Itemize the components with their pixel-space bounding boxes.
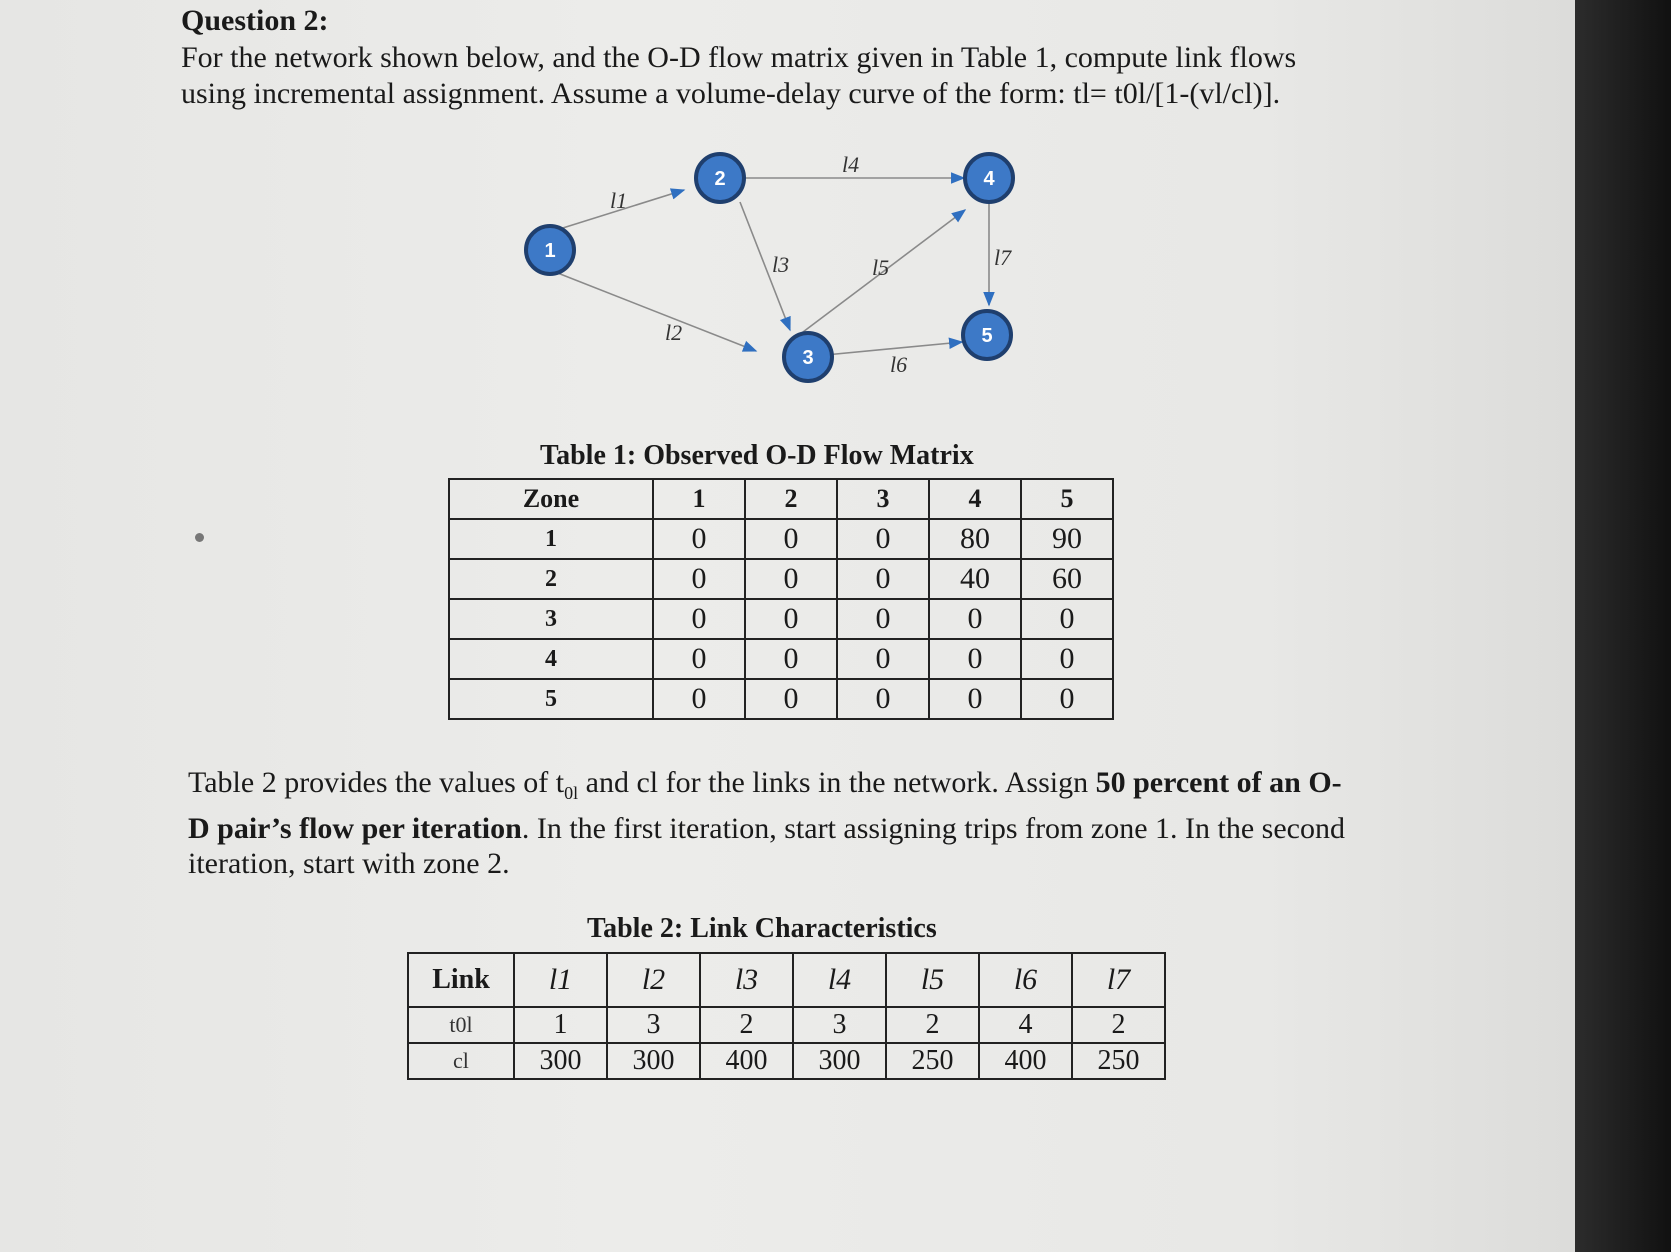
link-label-l5: l5: [872, 255, 890, 280]
node-5-label: 5: [981, 325, 993, 347]
table1-header-cell: 3: [837, 479, 929, 519]
table1-row: [449, 679, 1113, 719]
link-l6: [815, 342, 962, 356]
table1-cell: 0: [1021, 639, 1113, 679]
table2-cell: 2: [886, 1007, 979, 1043]
table1-header-cell: Zone: [449, 479, 653, 519]
table2-cell: 300: [793, 1043, 886, 1079]
table1-cell: 0: [653, 519, 745, 559]
table2-row: [408, 1043, 1165, 1079]
table1-cell: 0: [745, 519, 837, 559]
table2-cell: 3: [607, 1007, 700, 1043]
link-label-l2: l2: [665, 320, 683, 345]
table2-cell: 250: [1072, 1043, 1165, 1079]
table1-row: [449, 599, 1113, 639]
table1-cell: 0: [1021, 599, 1113, 639]
link-characteristics-table: [407, 952, 1166, 1080]
table1-cell: 0: [837, 519, 929, 559]
table1-zone-cell: 5: [449, 679, 653, 719]
table1-caption: Table 1: Observed O-D Flow Matrix: [540, 440, 974, 471]
node-1-label: 1: [544, 240, 556, 262]
bold-span: 50 percent of an O-: [1095, 766, 1342, 799]
table2-header-row: [408, 953, 1165, 1007]
question-line-2: using incremental assignment. Assume a volume-delay curve of the form: tl= t0l/[1-(vl/cl)].: [181, 77, 1281, 110]
table1-zone-cell: 3: [449, 599, 653, 639]
table2-cell: 300: [607, 1043, 700, 1079]
table2-cell: 400: [700, 1043, 793, 1079]
dark-background-edge: [1575, 0, 1671, 1252]
table1-cell: 0: [653, 599, 745, 639]
table2-cell: 300: [514, 1043, 607, 1079]
link-label-l7: l7: [994, 245, 1012, 270]
table1-row: [449, 519, 1113, 559]
od-flow-matrix-table: [448, 478, 1114, 720]
table2-row: [408, 1007, 1165, 1043]
question-title: Question 2:: [181, 4, 329, 37]
node-4-label: 4: [983, 168, 995, 190]
table1-cell: 90: [1021, 519, 1113, 559]
table1-cell: 0: [653, 559, 745, 599]
table1-zone-cell: 1: [449, 519, 653, 559]
table1-cell: 0: [1021, 679, 1113, 719]
table1-row: [449, 639, 1113, 679]
table1-cell: 60: [1021, 559, 1113, 599]
table1-cell: 0: [929, 599, 1021, 639]
link-label-l1: l1: [610, 188, 628, 213]
table1-header-row: [449, 479, 1113, 519]
table2-header-cell: l7: [1072, 953, 1165, 1007]
table1-cell: 0: [837, 679, 929, 719]
table2-row-label: cl: [408, 1043, 514, 1079]
instructions-line-1: [188, 765, 1388, 811]
table1-cell: 40: [929, 559, 1021, 599]
question-line-1: For the network shown below, and the O-D flow matrix given in Table 1, compute link flows: [181, 41, 1297, 74]
table2-header-cell: l3: [700, 953, 793, 1007]
table1-cell: 0: [837, 639, 929, 679]
table1-zone-cell: 2: [449, 559, 653, 599]
bold-span: D pair’s flow per iteration: [188, 812, 522, 845]
link-label-l6: l6: [890, 352, 908, 377]
table2-header-cell: Link: [408, 953, 514, 1007]
text-span: Table 2 provides the values of t: [188, 766, 565, 799]
instructions-line-3: iteration, start with zone 2.: [188, 847, 510, 880]
table1-cell: 0: [745, 679, 837, 719]
table1-cell: 80: [929, 519, 1021, 559]
table2-cell: 400: [979, 1043, 1072, 1079]
link-l2: [550, 270, 756, 351]
subscript: 0l: [564, 783, 579, 803]
table2-header-cell: l4: [793, 953, 886, 1007]
table2-cell: 1: [514, 1007, 607, 1043]
table1-row: [449, 559, 1113, 599]
table1-cell: 0: [837, 599, 929, 639]
table1-cell: 0: [745, 559, 837, 599]
text-span: and cl for the links in the network. Assign: [578, 766, 1096, 799]
table2-cell: 4: [979, 1007, 1072, 1043]
table2-row-label: t0l: [408, 1007, 514, 1043]
table2-cell: 3: [793, 1007, 886, 1043]
table2-cell: 2: [1072, 1007, 1165, 1043]
node-3-label: 3: [802, 347, 814, 369]
instructions-line-2: [188, 811, 1388, 846]
table1-cell: 0: [929, 639, 1021, 679]
table1-cell: 0: [745, 639, 837, 679]
table1-header-cell: 4: [929, 479, 1021, 519]
table1-header-cell: 2: [745, 479, 837, 519]
table2-header-cell: l1: [514, 953, 607, 1007]
link-label-l4: l4: [842, 152, 860, 177]
table1-zone-cell: 4: [449, 639, 653, 679]
instructions-paragraph: [188, 765, 1388, 881]
table1-header-cell: 1: [653, 479, 745, 519]
question-text: [181, 40, 1381, 112]
node-2-label: 2: [714, 168, 726, 190]
table1-cell: 0: [929, 679, 1021, 719]
table2-header-cell: l6: [979, 953, 1072, 1007]
network-diagram: [500, 140, 1060, 400]
link-label-l3: l3: [772, 252, 790, 277]
table2-header-cell: l2: [607, 953, 700, 1007]
table1-header-cell: 5: [1021, 479, 1113, 519]
table1-cell: 0: [653, 639, 745, 679]
table2-cell: 250: [886, 1043, 979, 1079]
table1-cell: 0: [745, 599, 837, 639]
table2-header-cell: l5: [886, 953, 979, 1007]
table2-cell: 2: [700, 1007, 793, 1043]
text-span: . In the first iteration, start assigning trips from zone 1. In the second: [521, 812, 1345, 845]
stray-dot: [195, 533, 204, 542]
table1-cell: 0: [653, 679, 745, 719]
table1-cell: 0: [837, 559, 929, 599]
table2-caption: Table 2: Link Characteristics: [587, 913, 937, 944]
